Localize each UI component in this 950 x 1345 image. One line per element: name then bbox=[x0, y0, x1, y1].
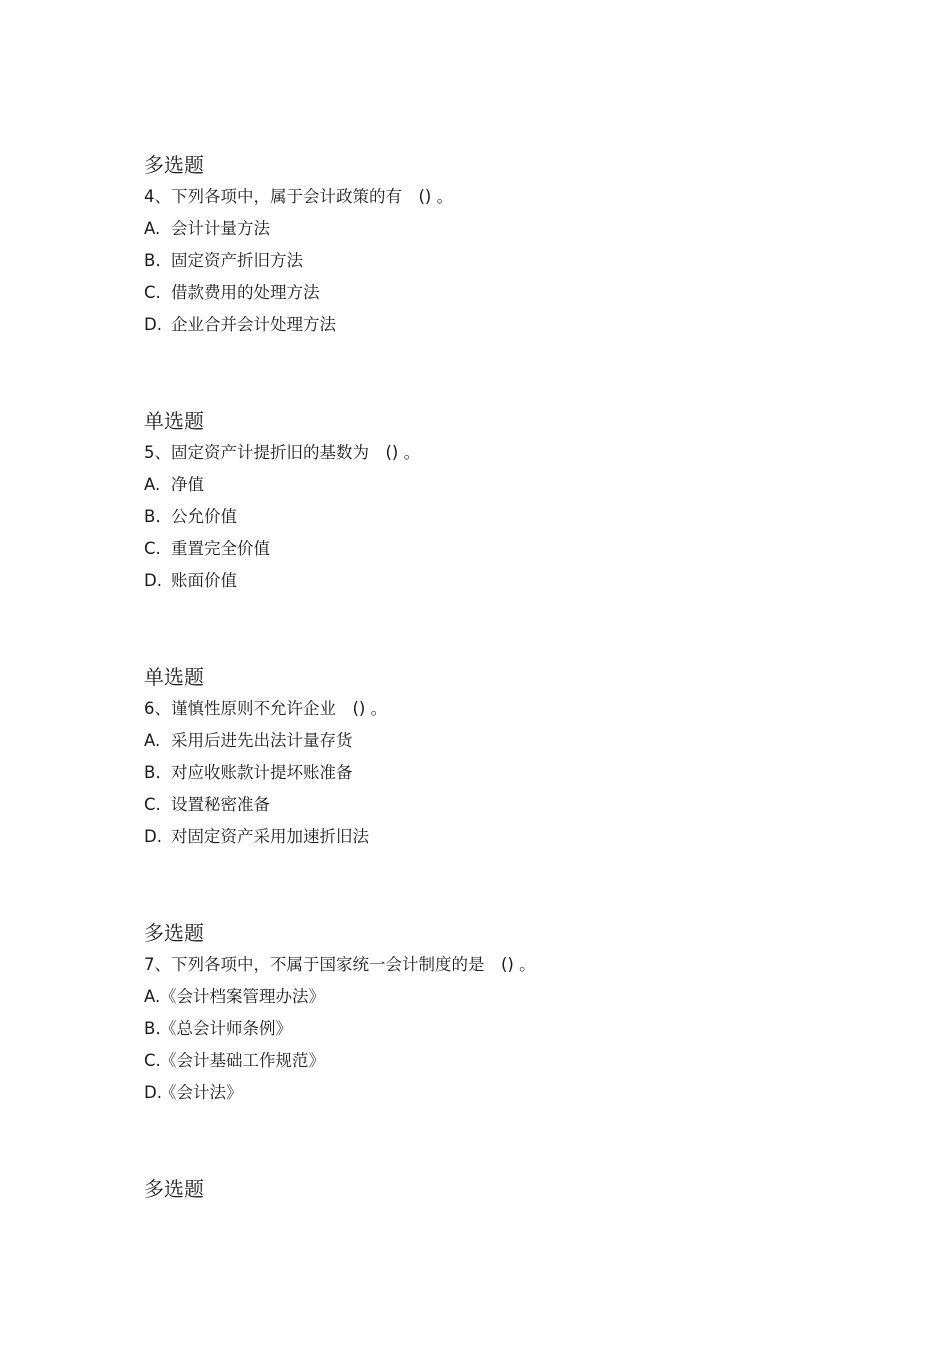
option-d bbox=[144, 315, 844, 335]
option-text: 会计计量方法 bbox=[171, 219, 270, 238]
option-letter: A. bbox=[144, 987, 161, 1006]
option-text: 《会计基础工作规范》 bbox=[160, 1051, 325, 1070]
option-c bbox=[144, 1051, 844, 1071]
question-type: 多选题 bbox=[144, 1177, 204, 1201]
option-text: 借款费用的处理方法 bbox=[171, 283, 320, 302]
option-b bbox=[144, 1019, 844, 1039]
option-b bbox=[144, 763, 844, 783]
option-c bbox=[144, 283, 844, 303]
option-a bbox=[144, 731, 844, 751]
option-text: 企业合并会计处理方法 bbox=[171, 315, 336, 334]
question-stem: 5、固定资产计提折旧的基数为 () 。 bbox=[144, 443, 421, 462]
option-a bbox=[144, 219, 844, 239]
option-a bbox=[144, 987, 844, 1007]
option-letter: C. bbox=[144, 283, 161, 302]
question-type: 单选题 bbox=[144, 665, 204, 689]
question-stem: 4、下列各项中，属于会计政策的有 () 。 bbox=[144, 187, 454, 206]
option-letter: D. bbox=[144, 1083, 162, 1102]
option-c bbox=[144, 795, 844, 815]
question-7 bbox=[144, 921, 844, 1103]
option-a bbox=[144, 475, 844, 495]
option-text: 重置完全价值 bbox=[171, 539, 270, 558]
option-letter: D. bbox=[144, 315, 162, 334]
option-text: 对应收账款计提坏账准备 bbox=[171, 763, 353, 782]
option-letter: A. bbox=[144, 219, 161, 238]
question-4 bbox=[144, 153, 844, 335]
option-c bbox=[144, 539, 844, 559]
question-5 bbox=[144, 409, 844, 591]
question-type: 多选题 bbox=[144, 921, 204, 945]
option-text: 对固定资产采用加速折旧法 bbox=[171, 827, 369, 846]
option-text: 净值 bbox=[171, 475, 204, 494]
option-text: 《总会计师条例》 bbox=[160, 1019, 292, 1038]
option-letter: A. bbox=[144, 731, 161, 750]
option-letter: B. bbox=[144, 507, 161, 526]
option-text: 固定资产折旧方法 bbox=[171, 251, 303, 270]
option-b bbox=[144, 251, 844, 271]
option-letter: B. bbox=[144, 1019, 161, 1038]
option-letter: C. bbox=[144, 1051, 161, 1070]
option-text: 《会计法》 bbox=[160, 1083, 243, 1102]
option-b bbox=[144, 507, 844, 527]
question-stem: 7、下列各项中，不属于国家统一会计制度的是 () 。 bbox=[144, 955, 536, 974]
option-letter: C. bbox=[144, 539, 161, 558]
option-letter: A. bbox=[144, 475, 161, 494]
question-type: 单选题 bbox=[144, 409, 204, 433]
option-letter: C. bbox=[144, 795, 161, 814]
option-text: 公允价值 bbox=[171, 507, 237, 526]
option-text: 设置秘密准备 bbox=[171, 795, 270, 814]
option-letter: B. bbox=[144, 251, 161, 270]
option-text: 账面价值 bbox=[171, 571, 237, 590]
option-text: 采用后进先出法计量存货 bbox=[171, 731, 353, 750]
question-type: 多选题 bbox=[144, 153, 204, 177]
option-letter: D. bbox=[144, 571, 162, 590]
option-text: 《会计档案管理办法》 bbox=[160, 987, 325, 1006]
option-letter: B. bbox=[144, 763, 161, 782]
option-d bbox=[144, 827, 844, 847]
question-stem: 6、谨慎性原则不允许企业 () 。 bbox=[144, 699, 388, 718]
question-6 bbox=[144, 665, 844, 847]
option-letter: D. bbox=[144, 827, 162, 846]
option-d bbox=[144, 1083, 844, 1103]
option-d bbox=[144, 571, 844, 591]
